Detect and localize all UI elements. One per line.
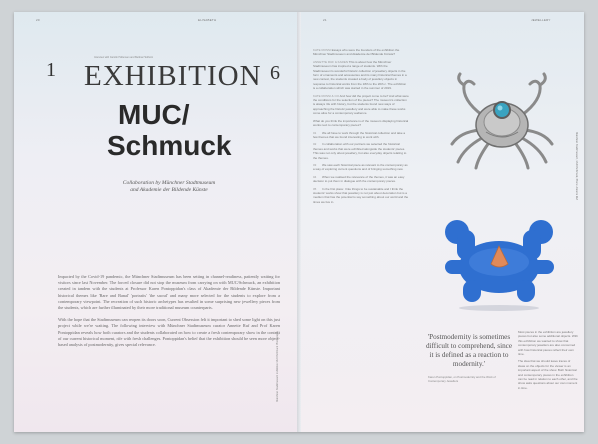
interview-text: And how did the project come to be? And what were the conditions for the selection of the pieces? The museum's collection is always rife with history, but the students found new ways of approaching the historic jewellery and were able to make these works come alive for a contemporary audience.	[313, 93, 409, 116]
list-item	[313, 142, 409, 160]
section-number-left: 1	[46, 59, 56, 81]
interview-text: Essays who were the founders of the exhibition the Münchner Stadtmuseum and Akademie der Bildende Künste?	[313, 48, 400, 57]
left-page	[14, 12, 297, 432]
list-text: We saw each historical piece as relevant to the contemporary as a way of exploring current questions and of bringing something new.	[313, 162, 408, 172]
interview-column-3	[518, 330, 578, 393]
interview-text: This is about how the Münchner Stadtmuseum has inspired a range of students. With the Stadtmuseum's wonderful historic collection of jewellery objects in the form of ornaments and accessories and its many historical themes in a new context, the students created a body of jewellery objects in response to historical works from the 18th to the 20th c. The exhibition is a collaboration which was started in the summer of 2019.	[313, 59, 407, 91]
list-number: 03	[313, 162, 317, 167]
top-caption: Interview with Carolin Hollensen and Bettina Hutthorn	[94, 56, 154, 59]
list-text: We all have to work through the historical collection and take a few themes that we found interesting to work with.	[313, 130, 405, 139]
speaker-label: KATE ROSSI & CO	[313, 93, 339, 98]
blue-crab-object-image	[437, 212, 562, 312]
title-schmuck: Schmuck	[107, 130, 232, 161]
speaker-label: KATE ROSSI	[313, 48, 331, 52]
intro-body	[58, 274, 280, 348]
title-exhibition: EXHIBITION	[84, 60, 262, 92]
running-head: ELISABETH	[198, 18, 217, 22]
collab-line-2: and Akademie der Bildende Künste	[130, 187, 208, 193]
interview-block	[313, 60, 409, 91]
interview-text: The idea that we should leave traces of ideas on the objects for the viewer is an important aspect of the show. Both historical and contemporary pieces in the exhibition can be read in relation to each other, and the show asks questions about our own moment in time.	[518, 359, 578, 390]
list-item	[313, 131, 409, 140]
collab-line-1: Collaboration by Münchner Stadtmuseum	[122, 180, 216, 186]
running-head: JEWELLERY	[531, 18, 551, 22]
interview-text: Most pieces in the exhibition are jewellery pieces but also some additional objects. With this exhibition we wanted to show that contemporary jewellers are also concerned with how historical pieces reflect their own time.	[518, 330, 578, 357]
intro-paragraph-2: With the hope that the Stadtmuseum can reopen its doors soon, Current Obsession felt it important to shed some light on this just project while we're waiting. The following interview with Münchner Stadtmuseum curator Annette Ruf and Prof Karen Pontoppidan reveals how both curators and the students collaborated on how to create a fresh contemporary show in the context of our current historical moment, rife with fresh challenges. Pontoppidan's belief that the exhibition should be seen more object-based analysis of postmodernity, gives special relevance.	[58, 317, 280, 348]
magazine-spread	[14, 12, 584, 432]
list-number: 05	[313, 186, 317, 191]
list-number: 02	[313, 142, 317, 147]
quote-credit: Karen Pontoppidan, on Postmodernity and the Work of Contemporary Jewellers	[428, 375, 496, 383]
title-muc: MUC/	[118, 99, 190, 130]
list-text: When we realised the relevance of the themes, it was an easy decision to put them in dialogue with the contemporary pieces.	[313, 174, 405, 184]
crab-brooch-image	[442, 70, 562, 170]
page-number: 20	[36, 18, 40, 22]
photo-credit-vertical: Münchner Stadtmuseum, MUC/Schmuck, Photo: Annette Ruf	[575, 132, 578, 200]
interview-column-1	[313, 48, 409, 207]
list-text: In the first place: I like things to be sustainable and I think the students' works show that jewellery is not just about decoration but is a medium that has the potential to say something about our world and the times we live in.	[313, 186, 409, 204]
collaboration-credit	[104, 180, 234, 194]
interview-block	[313, 48, 409, 57]
page-number: 21	[323, 18, 327, 22]
intro-paragraph-1: Impacted by the Covid-19 pandemic, the Münchner Stadtmuseum has been setting in channel-readiness, patiently waiting for visitors since last November. The forced closure did not stop the museum from carrying on with MUC/Schmuck, an exhibition created in tandem with the students at Professor Karen Pontoppidan's class of Akademie der Bildende Künste. Important historical themes like 'Rare and Banal' 'portraits' 'the sacral' and many more selected for the students to explore from a contemporary viewpoint. The recreation of such historic archetypes has resulted in some surprising new jewellery pieces from the students, which are further illuminated by their more traditional museum counterparts.	[58, 274, 280, 311]
list-item	[313, 163, 409, 172]
speaker-label: ANNETTE RUF & KAREN	[313, 59, 349, 64]
list-number: 01	[313, 130, 317, 135]
list-number: 04	[313, 174, 317, 179]
section-number-right: 6	[270, 62, 280, 84]
vertical-credit: Münchner Stadtmuseum Exhibition MUC/Schmuck Photography	[276, 330, 279, 402]
list-intro: What do you think the importance is of the museum displaying historical works next to contemporary pieces?	[313, 118, 409, 128]
list-text: In collaboration with our partners we selected the historical themes and works that were exhibited alongside the students' pieces. This was not only about jewellery, but also everyday objects relating to the themes.	[313, 142, 407, 160]
list-item	[313, 175, 409, 184]
pull-quote: 'Postmodernity is sometimes difficult to comprehend, since it is defined as a reaction to modernity.'	[425, 333, 513, 368]
list-item	[313, 187, 409, 205]
interview-block	[313, 94, 409, 116]
